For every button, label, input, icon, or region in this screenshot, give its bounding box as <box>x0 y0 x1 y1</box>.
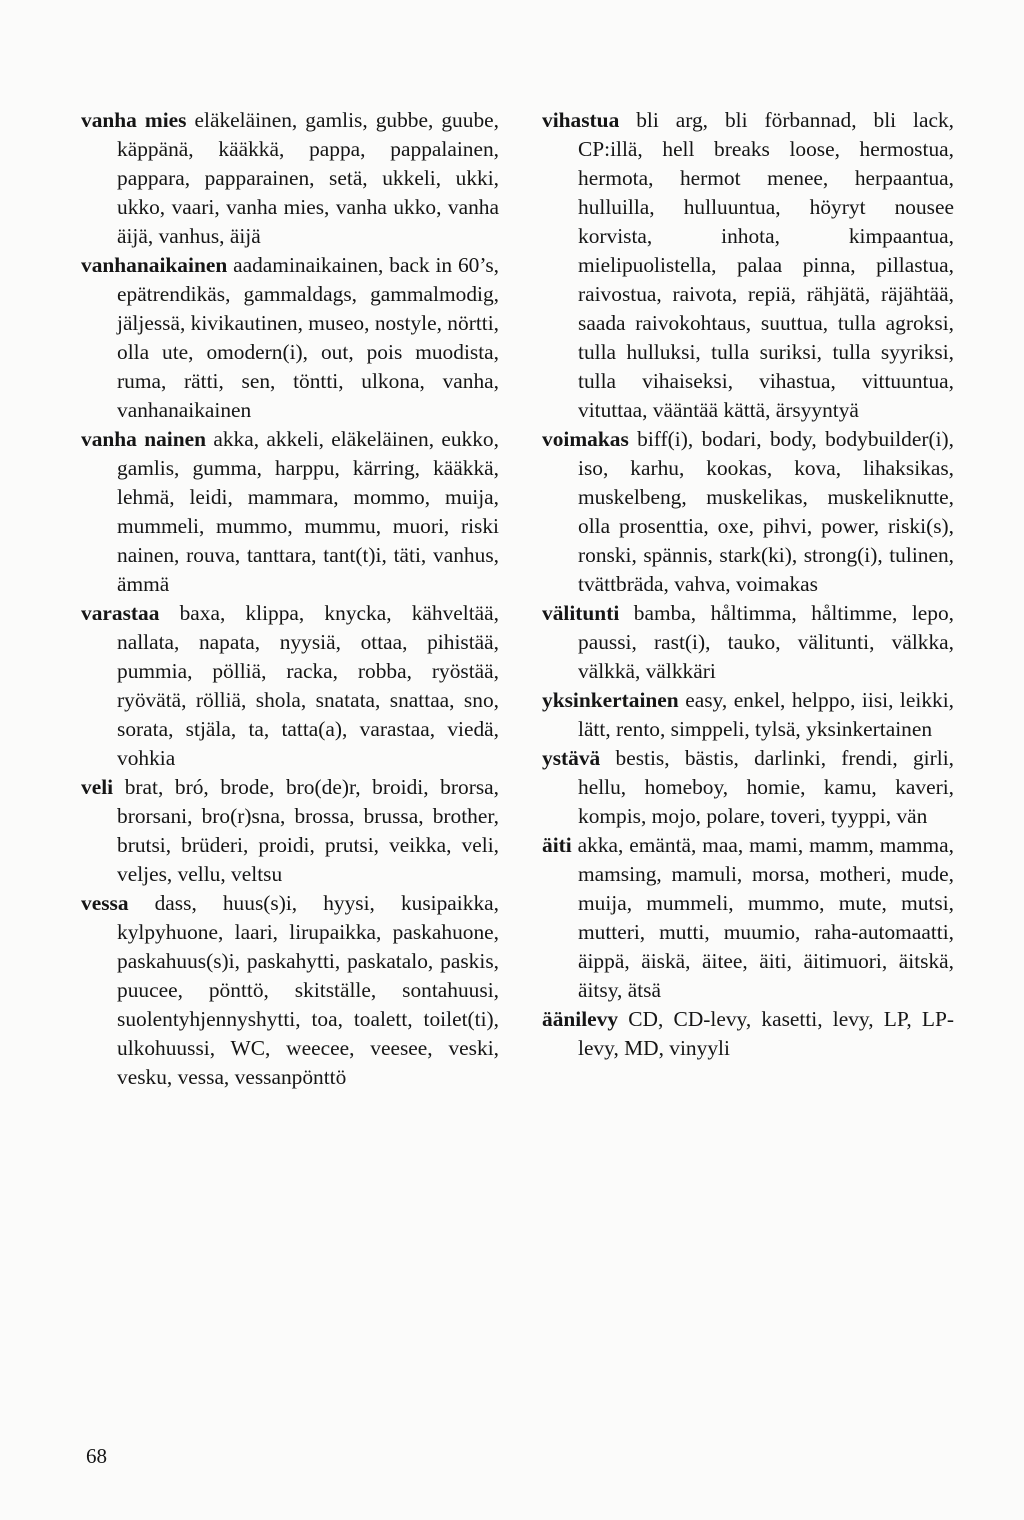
entry-headword: yksinkertainen <box>542 688 679 712</box>
dictionary-entry <box>542 599 954 686</box>
entry-headword: välitunti <box>542 601 620 625</box>
dictionary-entry <box>81 106 499 251</box>
entry-synonyms: eläkeläinen, gamlis, gubbe, guube, käppänä, kääkkä, pappa, pappalainen, pappara, papparainen, setä, ukkeli, ukki, ukko, vaari, vanha mies, vanha ukko, vanha äijä, vanhus, äijä <box>117 108 499 248</box>
dictionary-entry <box>542 831 954 1005</box>
entry-headword: ystävä <box>542 746 601 770</box>
dictionary-entry <box>542 744 954 831</box>
entry-synonyms: akka, emäntä, maa, mami, mamm, mamma, mamsing, mamuli, morsa, motheri, mude, muija, mummeli, mummo, mute, mutsi, mutteri, mutti, muumio, raha-automaatti, äippä, äiskä, äitee, äiti, äitimuori, äitskä, äitsy, ätsä <box>577 833 954 1002</box>
entry-headword: vanha mies <box>81 108 187 132</box>
entry-synonyms: biff(i), bodari, body, bodybuilder(i), iso, karhu, kookas, kova, lihaksikas, muskelbeng, muskelikas, muskeliknutte, olla prosenttia, oxe, pihvi, power, riski(s), ronski, spännis, stark(ki), strong(i), tulinen, tvättbräda, vahva, voimakas <box>578 427 954 596</box>
dictionary-entry <box>81 889 499 1092</box>
dictionary-entry <box>542 686 954 744</box>
entry-headword: varastaa <box>81 601 160 625</box>
entry-synonyms: easy, enkel, helppo, iisi, leikki, lätt, rento, simppeli, tylsä, yksinkertainen <box>578 688 954 741</box>
entry-headword: vessa <box>81 891 129 915</box>
dictionary-entry <box>542 1005 954 1063</box>
entry-synonyms: brat, bró, brode, bro(de)r, broidi, brorsa, brorsani, bro(r)sna, brossa, brussa, brother, brutsi, brüderi, proidi, prutsi, veikka, veli, veljes, vellu, veltsu <box>117 775 499 886</box>
dictionary-entry <box>81 251 499 425</box>
entry-synonyms: bestis, bästis, darlinki, frendi, girli, hellu, homeboy, homie, kamu, kaveri, kompis, mojo, polare, toveri, tyyppi, vän <box>578 746 954 828</box>
dictionary-entry <box>81 773 499 889</box>
entry-synonyms: bli arg, bli förbannad, bli lack, CP:illä, hell breaks loose, hermostua, hermota, hermot menee, herpaantua, hulluilla, hulluuntua, höyryt nousee korvista, inhota, kimpaantua, mielipuolistella, palaa pinna, pillastua, raivostua, raivota, repiä, rähjätä, räjähtää, saada raivokohtaus, suuttua, tulla agroksi, tulla hulluksi, tulla suriksi, tulla syyriksi, tulla vihaiseksi, vihastua, vittuuntua, vituttaa, vääntää kättä, ärsyyntyä <box>578 108 954 422</box>
entry-headword: äiti <box>542 833 572 857</box>
entry-headword: veli <box>81 775 114 799</box>
entry-synonyms: bamba, håltimma, håltimme, lepo, paussi, rast(i), tauko, välitunti, välkka, välkkä, välkkäri <box>578 601 954 683</box>
entry-headword: vanha nainen <box>81 427 207 451</box>
entry-synonyms: akka, akkeli, eläkeläinen, eukko, gamlis, gumma, harppu, kärring, kääkkä, lehmä, leidi, mammara, mommo, muija, mummeli, mummo, mummu, muori, riski nainen, rouva, tanttara, tant(t)i, täti, vanhus, ämmä <box>117 427 499 596</box>
entry-headword: äänilevy <box>542 1007 619 1031</box>
entry-headword: vanhanaikainen <box>81 253 228 277</box>
right-column <box>542 106 954 1063</box>
entry-headword: voimakas <box>542 427 629 451</box>
entry-synonyms: dass, huus(s)i, hyysi, kusipaikka, kylpyhuone, laari, lirupaikka, paskahuone, paskahuus(s)i, paskahytti, paskatalo, paskis, puucee, pönttö, skitställe, sontahuusi, suolentyhjennyshytti, toa, toalett, toilet(ti), ulkohuussi, WC, weecee, veesee, veski, vesku, vessa, vessanpönttö <box>117 891 499 1089</box>
entry-headword: vihastua <box>542 108 620 132</box>
entry-synonyms: CD, CD-levy, kasetti, levy, LP, LP-levy, MD, vinyyli <box>578 1007 954 1060</box>
entry-synonyms: baxa, klippa, knycka, kähveltää, nallata, napata, nyysiä, ottaa, pihistää, pummia, pölliä, racka, robba, ryöstää, ryövätä, rölliä, shola, snatata, snattaa, sno, sorata, stjäla, ta, tatta(a), varastaa, viedä, vohkia <box>117 601 499 770</box>
dictionary-entry <box>542 425 954 599</box>
left-column <box>81 106 499 1092</box>
page-number: 68 <box>86 1444 107 1468</box>
dictionary-entry <box>81 425 499 599</box>
dictionary-entry <box>81 599 499 773</box>
dictionary-entry <box>542 106 954 425</box>
entry-synonyms: aadaminaikainen, back in 60’s, epätrendikäs, gammaldags, gammalmodig, jäljessä, kivikautinen, museo, nostyle, nörtti, olla ute, omodern(i), out, pois muodista, ruma, rätti, sen, töntti, ulkona, vanha, vanhanaikainen <box>117 253 500 422</box>
